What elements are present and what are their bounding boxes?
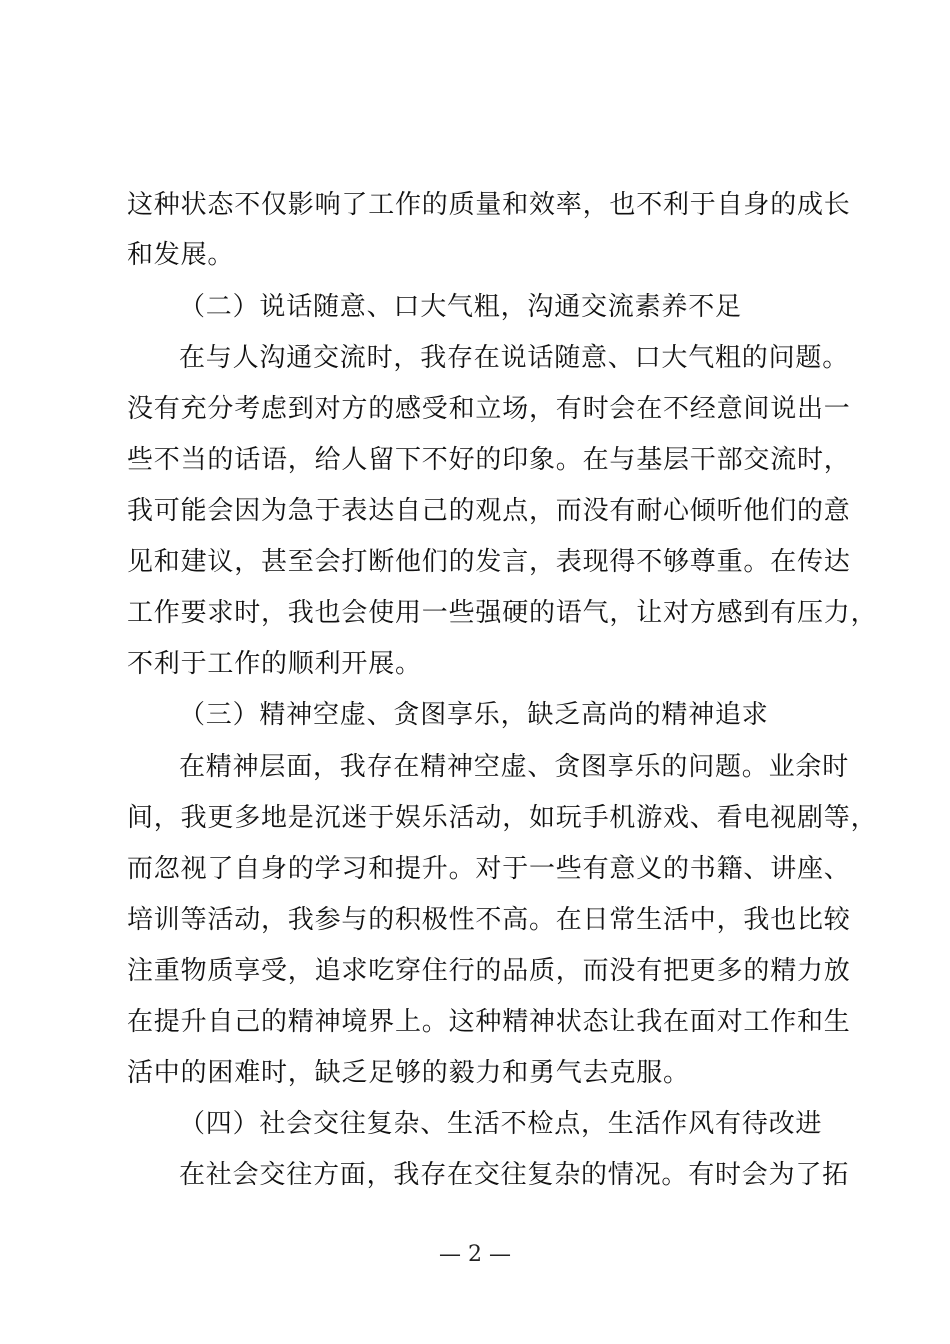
body-text-line: 不利于工作的顺利开展。 bbox=[127, 649, 422, 679]
body-text-line: 在社会交往方面，我存在交往复杂的情况。有时会为了拓 bbox=[179, 1160, 850, 1190]
body-text-line: 没有充分考虑到对方的感受和立场，有时会在不经意间说出一 bbox=[127, 394, 851, 424]
body-text-line: 我可能会因为急于表达自己的观点，而没有耐心倾听他们的意 bbox=[127, 496, 851, 526]
body-text-line: 培训等活动，我参与的积极性不高。在日常生活中，我也比较 bbox=[127, 905, 851, 935]
body-text-line: 这种状态不仅影响了工作的质量和效率，也不利于自身的成长 bbox=[127, 190, 851, 220]
body-text-line: 而忽视了自身的学习和提升。对于一些有意义的书籍、讲座、 bbox=[127, 854, 851, 884]
body-text-line: 活中的困难时，缺乏足够的毅力和勇气去克服。 bbox=[127, 1058, 690, 1088]
section-heading-3: （三）精神空虚、贪图享乐，缺乏高尚的精神追求 bbox=[179, 700, 769, 730]
section-heading-4: （四）社会交往复杂、生活不检点，生活作风有待改进 bbox=[179, 1109, 823, 1139]
body-text-line: 些不当的话语，给人留下不好的印象。在与基层干部交流时， bbox=[127, 445, 851, 475]
body-text-line: 见和建议，甚至会打断他们的发言，表现得不够尊重。在传达 bbox=[127, 547, 851, 577]
body-text-line: 工作要求时，我也会使用一些强硬的语气，让对方感到有压力， bbox=[127, 598, 878, 628]
body-text-line: 间，我更多地是沉迷于娱乐活动，如玩手机游戏、看电视剧等， bbox=[127, 803, 878, 833]
body-text-line: 注重物质享受，追求吃穿住行的品质，而没有把更多的精力放 bbox=[127, 956, 851, 986]
body-text-line: 在与人沟通交流时，我存在说话随意、口大气粗的问题。 bbox=[179, 343, 850, 373]
body-text-line: 和发展。 bbox=[127, 240, 235, 270]
section-heading-2: （二）说话随意、口大气粗，沟通交流素养不足 bbox=[179, 292, 742, 322]
body-text-line: 在提升自己的精神境界上。这种精神状态让我在面对工作和生 bbox=[127, 1007, 851, 1037]
page-number: — 2 — bbox=[439, 1242, 511, 1267]
body-text-line: 在精神层面，我存在精神空虚、贪图享乐的问题。业余时 bbox=[179, 752, 850, 782]
